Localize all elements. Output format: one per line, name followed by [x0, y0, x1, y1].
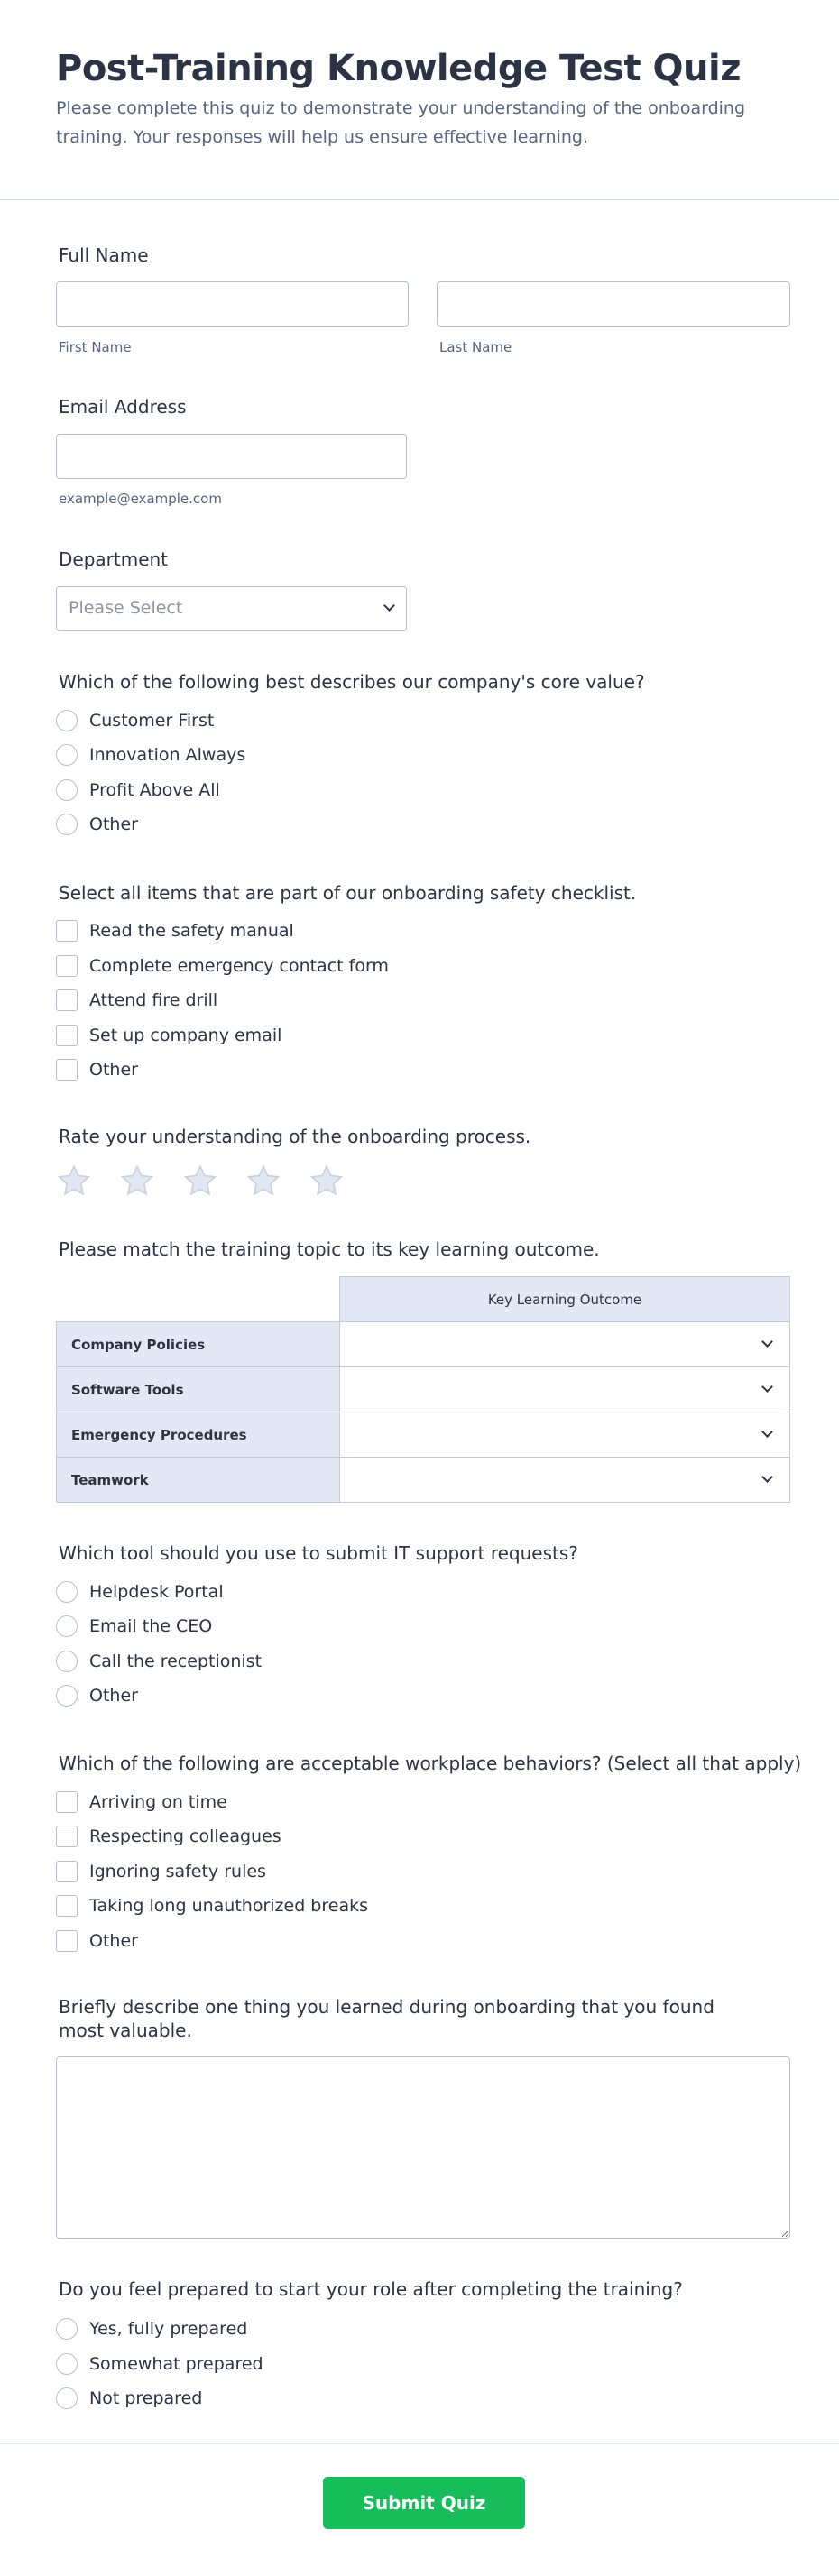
- matrix-select[interactable]: [340, 1322, 790, 1367]
- checkbox[interactable]: [56, 1826, 78, 1847]
- department-select[interactable]: [56, 586, 407, 631]
- checkbox[interactable]: [56, 1861, 78, 1882]
- star-icon[interactable]: [182, 1163, 218, 1199]
- option-label: Arriving on time: [89, 1792, 227, 1812]
- radio-button[interactable]: [56, 2318, 78, 2340]
- it-tool-option[interactable]: [56, 1683, 138, 1708]
- checkbox[interactable]: [56, 1895, 78, 1917]
- core-value-option[interactable]: [56, 812, 138, 837]
- core-value-option[interactable]: [56, 742, 245, 768]
- matrix-question: Please match the training topic to its key learning outcome.: [59, 1238, 600, 1260]
- option-label: Read the safety manual: [89, 921, 294, 941]
- chevron-down-icon: [761, 1336, 773, 1348]
- behaviors-option[interactable]: [56, 1789, 227, 1815]
- option-label: Yes, fully prepared: [89, 2319, 248, 2339]
- prepared-option[interactable]: [56, 2316, 247, 2341]
- matrix-select[interactable]: [340, 1367, 790, 1412]
- it-tool-option[interactable]: [56, 1614, 212, 1639]
- first-name-sublabel: First Name: [59, 339, 132, 355]
- matrix-corner: [57, 1277, 340, 1322]
- it-tool-question: Which tool should you use to submit IT support requests?: [59, 1542, 578, 1564]
- option-label: Other: [89, 814, 138, 834]
- chevron-down-icon: [761, 1426, 773, 1438]
- option-label: Not prepared: [89, 2388, 203, 2408]
- checkbox[interactable]: [56, 955, 78, 977]
- department-label: Department: [59, 548, 169, 570]
- safety-option[interactable]: [56, 1023, 281, 1048]
- checkbox[interactable]: [56, 1791, 78, 1813]
- last-name-input[interactable]: [437, 281, 790, 327]
- radio-button[interactable]: [56, 2353, 78, 2375]
- option-label: Set up company email: [89, 1026, 282, 1045]
- safety-option[interactable]: [56, 1057, 138, 1082]
- radio-button[interactable]: [56, 2387, 78, 2409]
- chevron-down-icon: [383, 600, 395, 612]
- matrix-row-header: Emergency Procedures: [57, 1412, 340, 1458]
- safety-option[interactable]: [56, 953, 389, 979]
- star-icon[interactable]: [309, 1163, 345, 1199]
- radio-button[interactable]: [56, 1615, 78, 1637]
- matrix-select[interactable]: [340, 1458, 790, 1503]
- option-label: Respecting colleagues: [89, 1826, 281, 1846]
- matrix-row-header: Teamwork: [57, 1458, 340, 1503]
- radio-button[interactable]: [56, 744, 78, 766]
- option-label: Email the CEO: [89, 1616, 213, 1636]
- form-footer: [0, 2443, 839, 2576]
- radio-button[interactable]: [56, 814, 78, 835]
- checkbox[interactable]: [56, 989, 78, 1011]
- option-label: Innovation Always: [89, 745, 246, 765]
- option-label: Other: [89, 1060, 138, 1080]
- rating-question: Rate your understanding of the onboarding process.: [59, 1126, 531, 1147]
- core-value-option[interactable]: [56, 708, 214, 733]
- option-label: Helpdesk Portal: [89, 1582, 224, 1602]
- email-sublabel: example@example.com: [59, 491, 222, 507]
- radio-button[interactable]: [56, 1651, 78, 1672]
- star-rating[interactable]: [56, 1163, 345, 1199]
- safety-option[interactable]: [56, 988, 217, 1013]
- checkbox[interactable]: [56, 1025, 78, 1046]
- behaviors-question: Which of the following are acceptable workplace behaviors? (Select all that apply): [59, 1753, 802, 1774]
- option-label: Other: [89, 1686, 138, 1706]
- core-value-option[interactable]: [56, 777, 220, 803]
- describe-question: Briefly describe one thing you learned during onboarding that you found most valuable.: [59, 1996, 715, 2041]
- radio-button[interactable]: [56, 710, 78, 731]
- email-label: Email Address: [59, 396, 187, 418]
- option-label: Customer First: [89, 711, 215, 731]
- email-input[interactable]: [56, 434, 407, 479]
- describe-textarea[interactable]: [56, 2056, 790, 2239]
- submit-button[interactable]: Submit Quiz: [323, 2477, 525, 2529]
- behaviors-option[interactable]: [56, 1859, 266, 1884]
- option-label: Taking long unauthorized breaks: [89, 1896, 369, 1916]
- option-label: Other: [89, 1931, 138, 1951]
- prepared-option[interactable]: [56, 2386, 202, 2411]
- department-select-value: Please Select: [69, 598, 183, 618]
- checkbox[interactable]: [56, 1059, 78, 1081]
- radio-button[interactable]: [56, 779, 78, 801]
- it-tool-option[interactable]: [56, 1649, 262, 1674]
- safety-question: Select all items that are part of our onboarding safety checklist.: [59, 882, 637, 904]
- checkbox[interactable]: [56, 920, 78, 942]
- behaviors-option[interactable]: [56, 1893, 368, 1918]
- prepared-option[interactable]: [56, 2351, 263, 2377]
- behaviors-option[interactable]: [56, 1928, 138, 1954]
- radio-button[interactable]: [56, 1685, 78, 1707]
- radio-button[interactable]: [56, 1581, 78, 1603]
- matrix-column-header: Key Learning Outcome: [340, 1277, 790, 1322]
- safety-option[interactable]: [56, 918, 294, 943]
- matrix-row-header: Company Policies: [57, 1322, 340, 1367]
- behaviors-option[interactable]: [56, 1824, 281, 1849]
- matrix-row-header: Software Tools: [57, 1367, 340, 1412]
- star-icon[interactable]: [56, 1163, 92, 1199]
- checkbox[interactable]: [56, 1930, 78, 1952]
- full-name-label: Full Name: [59, 244, 149, 266]
- option-label: Ignoring safety rules: [89, 1862, 266, 1881]
- option-label: Attend fire drill: [89, 990, 218, 1010]
- chevron-down-icon: [761, 1381, 773, 1393]
- last-name-sublabel: Last Name: [439, 339, 512, 355]
- prepared-question: Do you feel prepared to start your role after completing the training?: [59, 2278, 683, 2300]
- option-label: Complete emergency contact form: [89, 956, 389, 976]
- option-label: Profit Above All: [89, 780, 220, 800]
- option-label: Somewhat prepared: [89, 2354, 263, 2374]
- form-subtitle: Please complete this quiz to demonstrate your understanding of the onboarding training. Your responses will help us ensure effective learning.: [56, 98, 746, 147]
- form-header: [0, 0, 839, 200]
- core-value-question: Which of the following best describes our company's core value?: [59, 671, 645, 693]
- it-tool-option[interactable]: [56, 1579, 224, 1605]
- form-title: Post-Training Knowledge Test Quiz: [56, 48, 741, 89]
- matrix-select[interactable]: [340, 1412, 790, 1458]
- matrix-table: [56, 1276, 790, 1503]
- star-icon[interactable]: [119, 1163, 155, 1199]
- first-name-input[interactable]: [56, 281, 409, 327]
- star-icon[interactable]: [245, 1163, 281, 1199]
- chevron-down-icon: [761, 1471, 773, 1483]
- option-label: Call the receptionist: [89, 1651, 263, 1671]
